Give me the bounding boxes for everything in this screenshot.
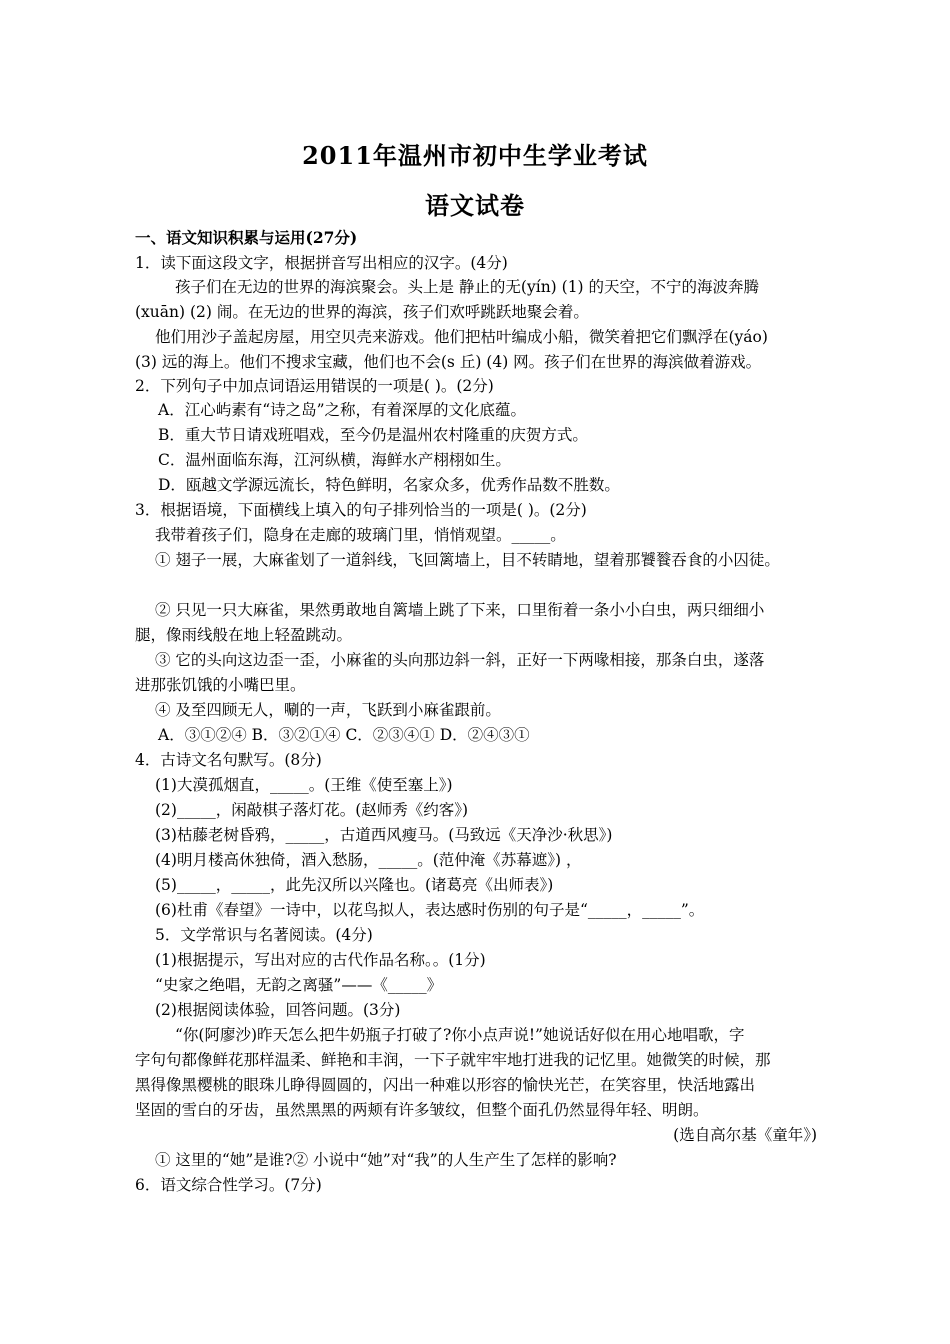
poem-item: (5)_____，_____，此先汉所以兴隆也。(诸葛亮《出师表》) (155, 876, 554, 894)
subquestion: (1)根据提示，写出对应的古代作品名称。。(1分) (155, 951, 486, 969)
options-line: A．③①②④ B．③②①④ C．②③④① D．②④③① (158, 726, 530, 744)
passage-question: ① 这里的“她”是谁?② 小说中“她”对“我”的人生产生了怎样的影响? (155, 1151, 617, 1169)
sentence-1: ① 翅子一展，大麻雀划了一道斜线，飞回篱墙上，目不转睛地，望着那饕餮吞食的小囚徒。 (155, 551, 780, 569)
option-a: A．江心屿素有“诗之岛”之称，有着深厚的文化底蕴。 (158, 401, 527, 419)
sentence-3-cont: 进那张饥饿的小嘴巴里。 (135, 676, 306, 694)
passage-line: 黑得像黑樱桃的眼珠儿睁得圆圆的，闪出一种难以形容的愉快光芒，在笑容里，快活地露出 (135, 1076, 756, 1094)
subquestion: (2)根据阅读体验，回答问题。(3分) (155, 1001, 401, 1019)
source-citation: (选自高尔基《童年》) (673, 1126, 817, 1144)
sentence-4: ④ 及至四顾无人，唰的一声，飞跃到小麻雀跟前。 (155, 701, 501, 719)
paragraph-line: (xuān) (2) 闹。在无边的世界的海滨，孩子们欢呼跳跃地聚会着。 (135, 303, 589, 321)
option-d: D．瓯越文学源远流长，特色鲜明，名家众多，优秀作品数不胜数。 (158, 476, 620, 494)
passage-line: 坚固的雪白的牙齿，虽然黑黑的两颊有许多皱纹，但整个面孔仍然显得年轻、明朗。 (135, 1101, 709, 1119)
poem-item: (3)枯藤老树昏鸦，_____，古道西风瘦马。(马致远《天净沙·秋思》) (155, 826, 613, 844)
passage-line: “你(阿廖沙)昨天怎么把牛奶瓶子打破了?你小点声说!”她说话好似在用心地唱歌，字 (175, 1026, 745, 1044)
exam-subtitle: 语文试卷 (425, 191, 525, 220)
sentence-3: ③ 它的头向这边歪一歪，小麻雀的头向那边斜一斜，正好一下两喙相接，那条白虫，遂落 (155, 651, 765, 669)
question-3: 3．根据语境，下面横线上填入的句子排列恰当的一项是( )。(2分) (135, 501, 587, 519)
poem-item: (2)_____，闲敲棋子落灯花。(赵师秀《约客》) (155, 801, 469, 819)
option-c: C．温州面临东海，江河纵横，海鲜水产栩栩如生。 (158, 451, 511, 469)
question-2: 2．下列句子中加点词语运用错误的一项是( )。(2分) (135, 377, 494, 395)
question-5: 5．文学常识与名著阅读。(4分) (155, 926, 373, 944)
question-4: 4．古诗文名句默写。(8分) (135, 751, 322, 769)
context-line: 我带着孩子们，隐身在走廊的玻璃门里，悄悄观望。_____。 (155, 526, 566, 544)
poem-item: (4)明月楼高休独倚，酒入愁肠，_____。(范仲淹《苏幕遮》) ， (155, 851, 582, 869)
question-1: 1．读下面这段文字，根据拼音写出相应的汉字。(4分) (135, 254, 508, 272)
question-6: 6．语文综合性学习。(7分) (135, 1176, 322, 1194)
paragraph-line: 孩子们在无边的世界的海滨聚会。头上是 静止的无(yín) (1) 的天空，不宁的海波奔腾 (175, 278, 760, 296)
paragraph-line: 他们用沙子盖起房屋，用空贝壳来游戏。他们把枯叶编成小船，微笑着把它们飘浮在(yáo) (155, 328, 768, 346)
quote-line: “史家之绝唱，无韵之离骚”——《_____》 (155, 976, 443, 994)
sentence-2: ② 只见一只大麻雀，果然勇敢地自篱墙上跳了下来，口里衔着一条小小白虫，两只细细小 (155, 601, 765, 619)
paragraph-line: (3) 远的海上。他们不搜求宝藏，他们也不会(s 丘) (4) 网。孩子们在世界的海滨做着游戏。 (135, 353, 762, 371)
exam-title: 2011年温州市初中生学业考试 (302, 141, 648, 170)
section-heading: 一、语文知识积累与运用(27分) (135, 228, 358, 247)
poem-item: (6)杜甫《春望》一诗中，以花鸟拟人，表达感时伤别的句子是“_____，_____”。 (155, 901, 705, 919)
passage-line: 字句句都像鲜花那样温柔、鲜艳和丰润，一下子就牢牢地打进我的记忆里。她微笑的时候，那 (135, 1051, 771, 1069)
poem-item: (1)大漠孤烟直，_____。(王维《使至塞上》) (155, 776, 453, 794)
sentence-2-cont: 腿，像雨线般在地上轻盈跳动。 (135, 626, 353, 644)
option-b: B．重大节日请戏班唱戏，至今仍是温州农村隆重的庆贺方式。 (158, 426, 588, 444)
